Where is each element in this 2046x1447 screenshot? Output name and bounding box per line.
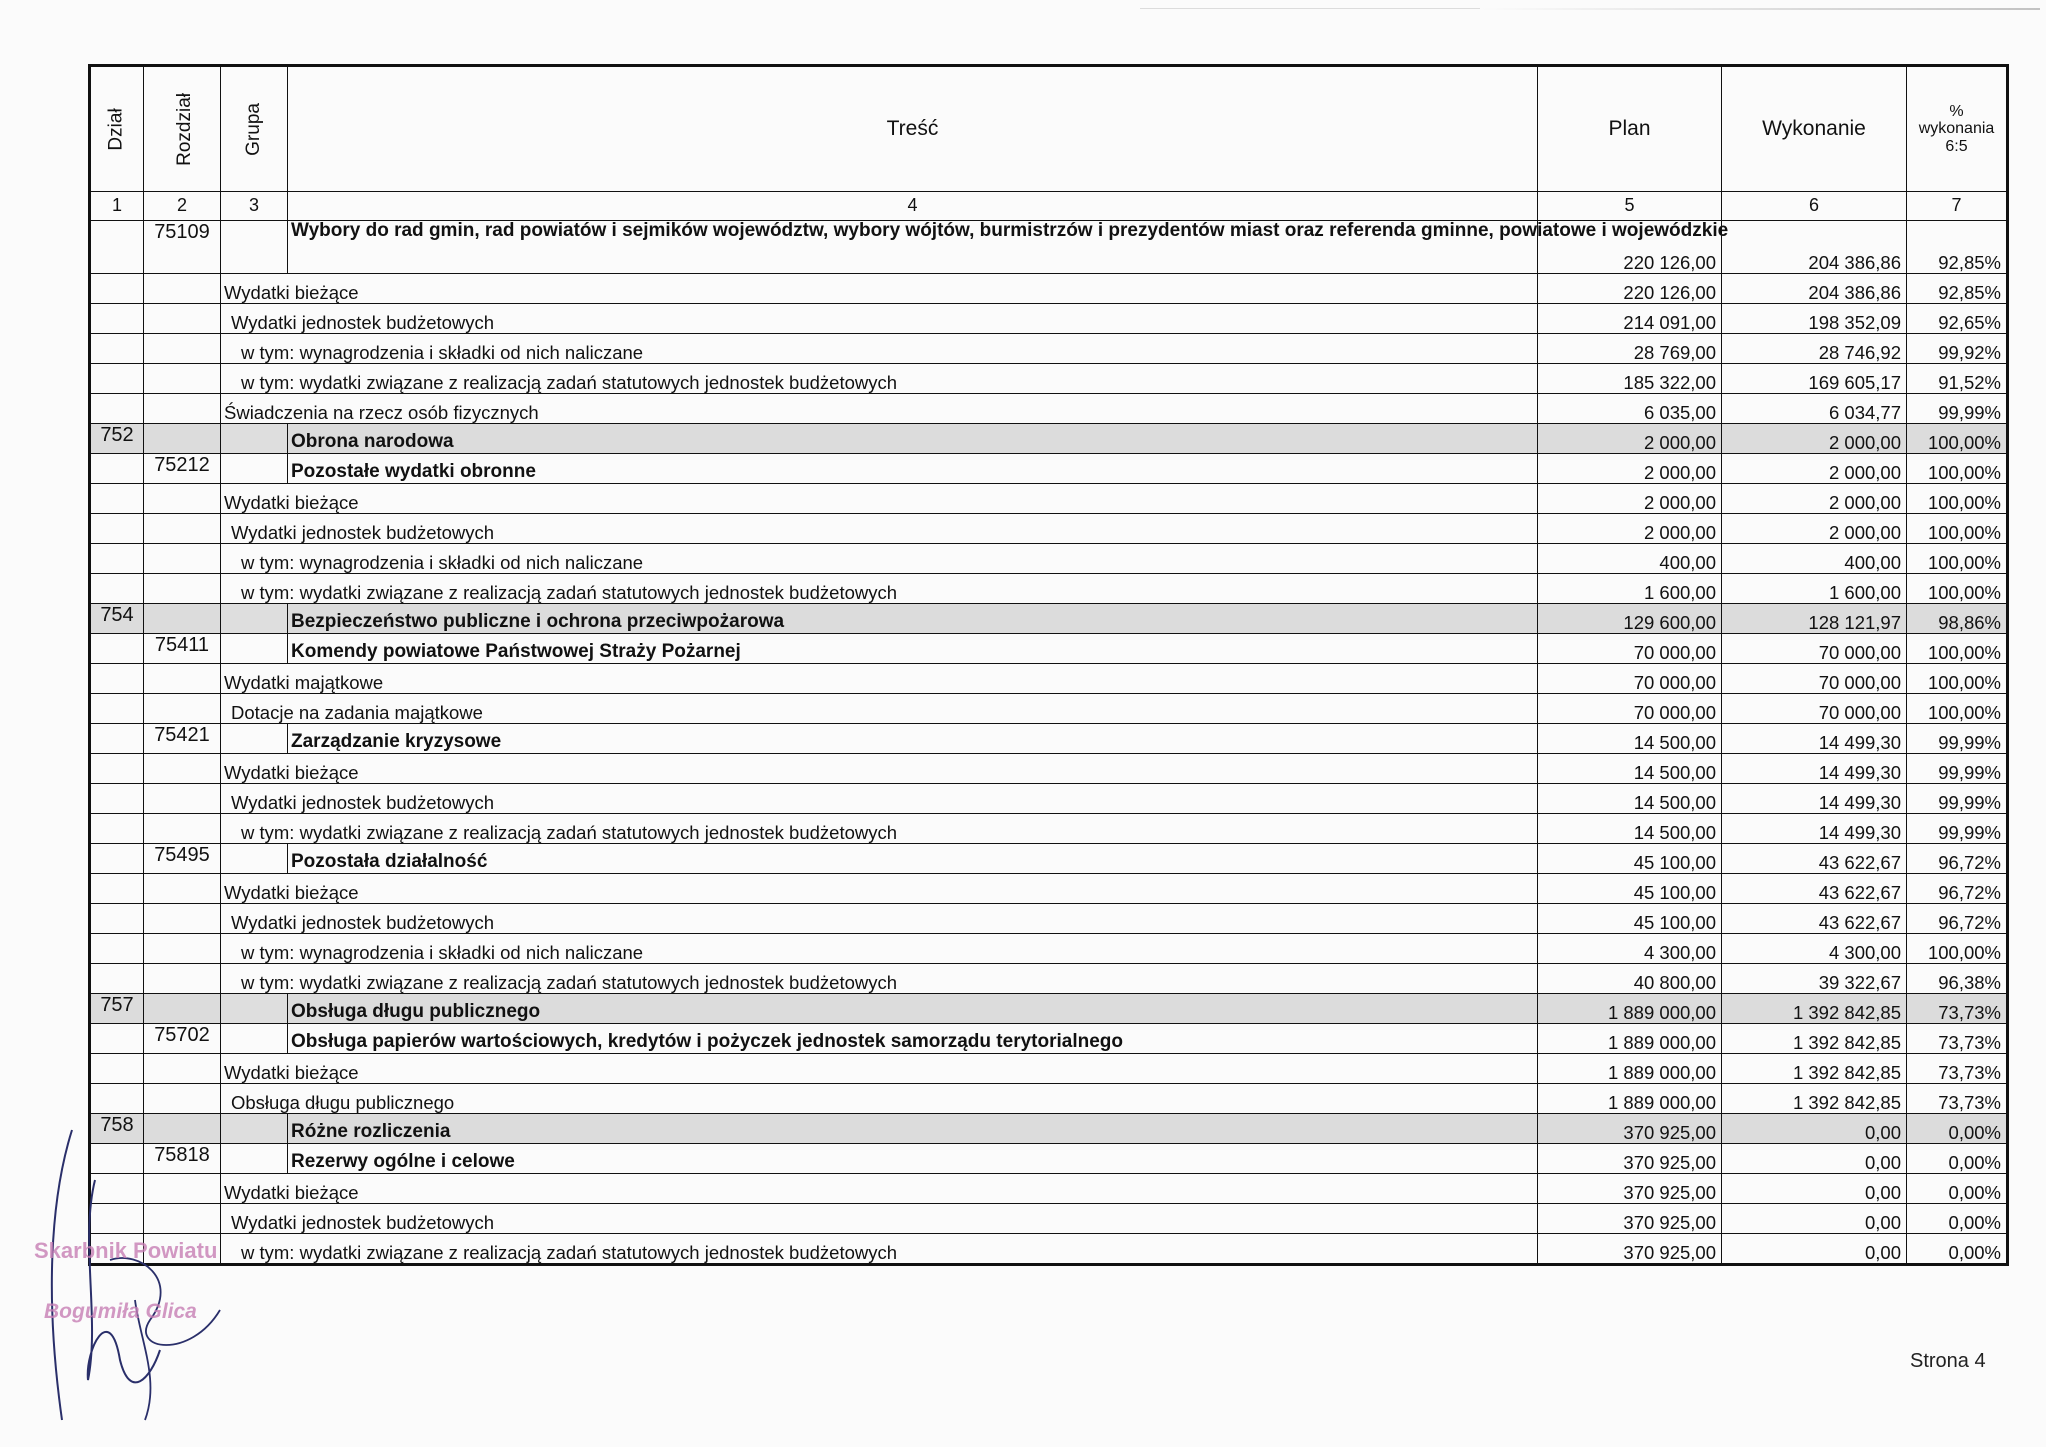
col-header-plan: Plan — [1538, 66, 1722, 192]
dzial-cell — [90, 221, 144, 274]
tresc-cell: Wydatki bieżące — [221, 484, 1538, 514]
pct-cell: 0,00% — [1907, 1114, 2008, 1144]
rozdzial-cell — [144, 544, 221, 574]
plan-cell: 370 925,00 — [1538, 1114, 1722, 1144]
dzial-cell — [90, 754, 144, 784]
table-row — [90, 904, 2008, 934]
pct-cell: 100,00% — [1907, 934, 2008, 964]
pct-cell: 96,72% — [1907, 874, 2008, 904]
wykonanie-cell: 14 499,30 — [1722, 724, 1907, 754]
table-row — [90, 724, 2008, 754]
pct-cell: 91,52% — [1907, 364, 2008, 394]
wykonanie-cell: 2 000,00 — [1722, 424, 1907, 454]
tresc-cell: Dotacje na zadania majątkowe — [221, 694, 1538, 724]
plan-cell: 70 000,00 — [1538, 664, 1722, 694]
wykonanie-cell: 70 000,00 — [1722, 694, 1907, 724]
pct-cell: 100,00% — [1907, 424, 2008, 454]
rozdzial-cell — [144, 514, 221, 544]
pct-cell: 99,99% — [1907, 724, 2008, 754]
tresc-cell: w tym: wynagrodzenia i składki od nich naliczane — [221, 544, 1538, 574]
dzial-cell — [90, 844, 144, 874]
table-row — [90, 604, 2008, 634]
dzial-cell — [90, 454, 144, 484]
wykonanie-cell: 0,00 — [1722, 1174, 1907, 1204]
col-header-rozdzial: Rozdział — [144, 66, 221, 192]
table-row — [90, 694, 2008, 724]
pct-cell: 0,00% — [1907, 1204, 2008, 1234]
tresc-cell: Wydatki majątkowe — [221, 664, 1538, 694]
tresc-cell: Obrona narodowa — [288, 424, 1538, 454]
rozdzial-cell — [144, 874, 221, 904]
tresc-cell: Wydatki jednostek budżetowych — [221, 1204, 1538, 1234]
rozdzial-cell — [144, 754, 221, 784]
pct-cell: 73,73% — [1907, 1024, 2008, 1054]
dzial-cell — [90, 574, 144, 604]
plan-cell: 214 091,00 — [1538, 304, 1722, 334]
tresc-cell: Pozostała działalność — [288, 844, 1538, 874]
table-row — [90, 334, 2008, 364]
rozdzial-cell: 75411 — [144, 634, 221, 664]
tresc-cell: w tym: wydatki związane z realizacją zadań statutowych jednostek budżetowych — [221, 364, 1538, 394]
table-row — [90, 1024, 2008, 1054]
dzial-cell — [90, 544, 144, 574]
col-header-wykonanie: Wykonanie — [1722, 66, 1907, 192]
rozdzial-cell: 75109 — [144, 221, 221, 274]
stamp-line-2: Bogumiła Glica — [44, 1300, 197, 1323]
dzial-cell — [90, 964, 144, 994]
wykonanie-cell: 1 392 842,85 — [1722, 1084, 1907, 1114]
pct-cell: 96,72% — [1907, 844, 2008, 874]
wykonanie-cell: 204 386,86 — [1722, 274, 1907, 304]
rozdzial-cell — [144, 304, 221, 334]
wykonanie-cell: 400,00 — [1722, 544, 1907, 574]
dzial-cell — [90, 904, 144, 934]
wykonanie-cell: 198 352,09 — [1722, 304, 1907, 334]
wykonanie-cell: 128 121,97 — [1722, 604, 1907, 634]
rozdzial-cell — [144, 484, 221, 514]
pct-cell: 92,85% — [1907, 274, 2008, 304]
tresc-cell: Wydatki jednostek budżetowych — [221, 784, 1538, 814]
wykonanie-cell: 43 622,67 — [1722, 904, 1907, 934]
rozdzial-cell — [144, 814, 221, 844]
tresc-cell: Wydatki jednostek budżetowych — [221, 514, 1538, 544]
pct-cell: 99,92% — [1907, 334, 2008, 364]
dzial-cell — [90, 1054, 144, 1084]
table-row — [90, 844, 2008, 874]
plan-cell: 370 925,00 — [1538, 1234, 1722, 1265]
wykonanie-cell: 0,00 — [1722, 1234, 1907, 1265]
plan-cell: 6 035,00 — [1538, 394, 1722, 424]
pct-cell: 73,73% — [1907, 1084, 2008, 1114]
table-row — [90, 1234, 2008, 1265]
table-row — [90, 934, 2008, 964]
table-row — [90, 394, 2008, 424]
plan-cell: 220 126,00 — [1538, 274, 1722, 304]
tresc-cell: Wydatki bieżące — [221, 1174, 1538, 1204]
dzial-cell: 754 — [90, 604, 144, 634]
tresc-cell: Pozostałe wydatki obronne — [288, 454, 1538, 484]
rozdzial-cell — [144, 784, 221, 814]
dzial-cell — [90, 634, 144, 664]
plan-cell: 14 500,00 — [1538, 754, 1722, 784]
plan-cell: 2 000,00 — [1538, 514, 1722, 544]
pct-cell: 100,00% — [1907, 484, 2008, 514]
col-header-tresc: Treść — [288, 66, 1538, 192]
table-row — [90, 544, 2008, 574]
dzial-cell: 752 — [90, 424, 144, 454]
scan-edge-line — [1480, 8, 2040, 10]
page-number: Strona 4 — [1910, 1350, 1986, 1372]
plan-cell: 400,00 — [1538, 544, 1722, 574]
col-number: 6 — [1722, 192, 1907, 221]
col-number: 2 — [144, 192, 221, 221]
wykonanie-cell: 39 322,67 — [1722, 964, 1907, 994]
table-row — [90, 274, 2008, 304]
wykonanie-cell: 14 499,30 — [1722, 814, 1907, 844]
wykonanie-cell: 43 622,67 — [1722, 874, 1907, 904]
plan-cell: 2 000,00 — [1538, 454, 1722, 484]
dzial-cell — [90, 364, 144, 394]
dzial-cell — [90, 1084, 144, 1114]
dzial-cell — [90, 724, 144, 754]
wykonanie-cell: 2 000,00 — [1722, 514, 1907, 544]
table-row — [90, 484, 2008, 514]
pct-cell: 100,00% — [1907, 514, 2008, 544]
dzial-cell — [90, 814, 144, 844]
grupa-cell — [221, 604, 288, 634]
wykonanie-cell: 14 499,30 — [1722, 784, 1907, 814]
tresc-cell: Wydatki jednostek budżetowych — [221, 304, 1538, 334]
column-number-row — [90, 192, 2008, 221]
wykonanie-cell: 4 300,00 — [1722, 934, 1907, 964]
plan-cell: 185 322,00 — [1538, 364, 1722, 394]
pct-cell: 73,73% — [1907, 994, 2008, 1024]
dzial-cell — [90, 484, 144, 514]
wykonanie-cell: 43 622,67 — [1722, 844, 1907, 874]
rozdzial-cell — [144, 694, 221, 724]
rozdzial-cell — [144, 394, 221, 424]
col-number: 3 — [221, 192, 288, 221]
plan-cell: 40 800,00 — [1538, 964, 1722, 994]
dzial-cell — [90, 1024, 144, 1054]
rozdzial-cell: 75421 — [144, 724, 221, 754]
dzial-cell: 757 — [90, 994, 144, 1024]
table-row — [90, 454, 2008, 484]
rozdzial-cell — [144, 904, 221, 934]
plan-cell: 1 889 000,00 — [1538, 1054, 1722, 1084]
dzial-cell — [90, 274, 144, 304]
table-row — [90, 754, 2008, 784]
plan-cell: 14 500,00 — [1538, 724, 1722, 754]
tresc-cell: w tym: wydatki związane z realizacją zadań statutowych jednostek budżetowych — [221, 814, 1538, 844]
wykonanie-cell: 6 034,77 — [1722, 394, 1907, 424]
grupa-cell — [221, 634, 288, 664]
plan-cell: 1 889 000,00 — [1538, 1024, 1722, 1054]
pct-cell: 100,00% — [1907, 664, 2008, 694]
table-row — [90, 1174, 2008, 1204]
grupa-cell — [221, 724, 288, 754]
pct-cell: 99,99% — [1907, 754, 2008, 784]
pct-cell: 100,00% — [1907, 574, 2008, 604]
rozdzial-cell — [144, 664, 221, 694]
wykonanie-cell: 28 746,92 — [1722, 334, 1907, 364]
plan-cell: 370 925,00 — [1538, 1204, 1722, 1234]
table-row — [90, 874, 2008, 904]
table-row — [90, 964, 2008, 994]
rozdzial-cell — [144, 274, 221, 304]
scan-edge-line — [1140, 8, 1480, 9]
grupa-cell — [221, 221, 288, 274]
tresc-cell: Świadczenia na rzecz osób fizycznych — [221, 394, 1538, 424]
stamp-line-1: Skarbnik Powiatu — [34, 1238, 218, 1263]
signature-mark — [40, 1120, 240, 1440]
tresc-cell: Wydatki bieżące — [221, 754, 1538, 784]
table-row — [90, 1114, 2008, 1144]
rozdzial-cell — [144, 1084, 221, 1114]
grupa-cell — [221, 424, 288, 454]
rozdzial-cell — [144, 574, 221, 604]
col-number: 4 — [288, 192, 1538, 221]
pct-cell: 92,85% — [1907, 221, 2008, 274]
dzial-cell — [90, 784, 144, 814]
pct-cell: 99,99% — [1907, 784, 2008, 814]
col-header-grupa: Grupa — [221, 66, 288, 192]
tresc-cell: Różne rozliczenia — [288, 1114, 1538, 1144]
wykonanie-cell: 2 000,00 — [1722, 484, 1907, 514]
rozdzial-cell — [144, 364, 221, 394]
plan-cell: 70 000,00 — [1538, 634, 1722, 664]
tresc-cell: Wydatki bieżące — [221, 874, 1538, 904]
table-row — [90, 994, 2008, 1024]
tresc-cell: Bezpieczeństwo publiczne i ochrona przeciwpożarowa — [288, 604, 1538, 634]
tresc-cell: Obsługa długu publicznego — [221, 1084, 1538, 1114]
table-row — [90, 304, 2008, 334]
grupa-cell — [221, 1024, 288, 1054]
plan-cell: 14 500,00 — [1538, 814, 1722, 844]
table-row — [90, 814, 2008, 844]
table-row — [90, 221, 2008, 274]
plan-cell: 2 000,00 — [1538, 484, 1722, 514]
tresc-cell: Wybory do rad gmin, rad powiatów i sejmików województw, wybory wójtów, burmistrzów i prezydentów miast oraz referenda gminne, powiatowe i wojewódzkie — [288, 221, 1538, 274]
col-number: 7 — [1907, 192, 2008, 221]
plan-cell: 370 925,00 — [1538, 1144, 1722, 1174]
rozdzial-cell — [144, 334, 221, 364]
plan-cell: 1 600,00 — [1538, 574, 1722, 604]
plan-cell: 220 126,00 — [1538, 221, 1722, 274]
wykonanie-cell: 1 392 842,85 — [1722, 994, 1907, 1024]
pct-cell: 100,00% — [1907, 544, 2008, 574]
wykonanie-cell: 169 605,17 — [1722, 364, 1907, 394]
tresc-cell: Rezerwy ogólne i celowe — [288, 1144, 1538, 1174]
tresc-cell: w tym: wydatki związane z realizacją zadań statutowych jednostek budżetowych — [221, 1234, 1538, 1265]
dzial-cell: 758 — [90, 1114, 144, 1144]
table-row — [90, 784, 2008, 814]
pct-cell: 0,00% — [1907, 1174, 2008, 1204]
wykonanie-cell: 1 392 842,85 — [1722, 1054, 1907, 1084]
table-row — [90, 664, 2008, 694]
plan-cell: 2 000,00 — [1538, 424, 1722, 454]
tresc-cell: w tym: wynagrodzenia i składki od nich naliczane — [221, 934, 1538, 964]
pct-cell: 100,00% — [1907, 454, 2008, 484]
table-row — [90, 1204, 2008, 1234]
pct-cell: 98,86% — [1907, 604, 2008, 634]
rozdzial-cell — [144, 964, 221, 994]
tresc-cell: Zarządzanie kryzysowe — [288, 724, 1538, 754]
table-row — [90, 1054, 2008, 1084]
table-row — [90, 1084, 2008, 1114]
pct-cell: 100,00% — [1907, 694, 2008, 724]
dzial-cell — [90, 304, 144, 334]
rozdzial-cell — [144, 424, 221, 454]
plan-cell: 70 000,00 — [1538, 694, 1722, 724]
plan-cell: 1 889 000,00 — [1538, 994, 1722, 1024]
budget-table — [88, 64, 2009, 1266]
wykonanie-cell: 0,00 — [1722, 1144, 1907, 1174]
dzial-cell — [90, 514, 144, 544]
wykonanie-cell: 70 000,00 — [1722, 664, 1907, 694]
table-row — [90, 1144, 2008, 1174]
rozdzial-cell — [144, 994, 221, 1024]
wykonanie-cell: 70 000,00 — [1722, 634, 1907, 664]
dzial-cell — [90, 874, 144, 904]
pct-cell: 99,99% — [1907, 394, 2008, 424]
rozdzial-cell: 75212 — [144, 454, 221, 484]
header-row — [90, 66, 2008, 192]
tresc-cell: Wydatki bieżące — [221, 274, 1538, 304]
pct-cell: 100,00% — [1907, 634, 2008, 664]
tresc-cell: w tym: wydatki związane z realizacją zadań statutowych jednostek budżetowych — [221, 964, 1538, 994]
table-row — [90, 634, 2008, 664]
rozdzial-cell — [144, 1054, 221, 1084]
tresc-cell: w tym: wynagrodzenia i składki od nich naliczane — [221, 334, 1538, 364]
pct-cell: 92,65% — [1907, 304, 2008, 334]
table-row — [90, 514, 2008, 544]
plan-cell: 28 769,00 — [1538, 334, 1722, 364]
dzial-cell — [90, 664, 144, 694]
plan-cell: 45 100,00 — [1538, 904, 1722, 934]
pct-cell: 96,38% — [1907, 964, 2008, 994]
grupa-cell — [221, 454, 288, 484]
plan-cell: 45 100,00 — [1538, 844, 1722, 874]
dzial-cell — [90, 394, 144, 424]
wykonanie-cell: 1 600,00 — [1722, 574, 1907, 604]
plan-cell: 45 100,00 — [1538, 874, 1722, 904]
wykonanie-cell: 0,00 — [1722, 1204, 1907, 1234]
col-header-dzial: Dział — [90, 66, 144, 192]
pct-cell: 99,99% — [1907, 814, 2008, 844]
wykonanie-cell: 14 499,30 — [1722, 754, 1907, 784]
tresc-cell: Obsługa papierów wartościowych, kredytów i pożyczek jednostek samorządu terytorialnego — [288, 1024, 1538, 1054]
rozdzial-cell: 75702 — [144, 1024, 221, 1054]
col-number: 5 — [1538, 192, 1722, 221]
dzial-cell — [90, 694, 144, 724]
col-header-pct: % wykonania 6:5 — [1907, 66, 2008, 192]
wykonanie-cell: 2 000,00 — [1722, 454, 1907, 484]
plan-cell: 370 925,00 — [1538, 1174, 1722, 1204]
pct-cell: 0,00% — [1907, 1144, 2008, 1174]
pct-cell: 96,72% — [1907, 904, 2008, 934]
col-number: 1 — [90, 192, 144, 221]
table-row — [90, 364, 2008, 394]
wykonanie-cell: 0,00 — [1722, 1114, 1907, 1144]
plan-cell: 14 500,00 — [1538, 784, 1722, 814]
rozdzial-cell: 75495 — [144, 844, 221, 874]
rozdzial-cell — [144, 934, 221, 964]
pct-cell: 0,00% — [1907, 1234, 2008, 1265]
tresc-cell: w tym: wydatki związane z realizacją zadań statutowych jednostek budżetowych — [221, 574, 1538, 604]
table-row — [90, 424, 2008, 454]
table-row — [90, 574, 2008, 604]
tresc-cell: Obsługa długu publicznego — [288, 994, 1538, 1024]
dzial-cell — [90, 934, 144, 964]
pct-cell: 73,73% — [1907, 1054, 2008, 1084]
wykonanie-cell: 1 392 842,85 — [1722, 1024, 1907, 1054]
grupa-cell — [221, 994, 288, 1024]
plan-cell: 1 889 000,00 — [1538, 1084, 1722, 1114]
tresc-cell: Wydatki jednostek budżetowych — [221, 904, 1538, 934]
wykonanie-cell: 204 386,86 — [1722, 221, 1907, 274]
plan-cell: 4 300,00 — [1538, 934, 1722, 964]
tresc-cell: Komendy powiatowe Państwowej Straży Pożarnej — [288, 634, 1538, 664]
dzial-cell — [90, 334, 144, 364]
grupa-cell — [221, 844, 288, 874]
table-body — [90, 221, 2008, 1265]
tresc-cell: Wydatki bieżące — [221, 1054, 1538, 1084]
rozdzial-cell — [144, 604, 221, 634]
rozdzial-cell: 75818 — [144, 1144, 221, 1174]
plan-cell: 129 600,00 — [1538, 604, 1722, 634]
